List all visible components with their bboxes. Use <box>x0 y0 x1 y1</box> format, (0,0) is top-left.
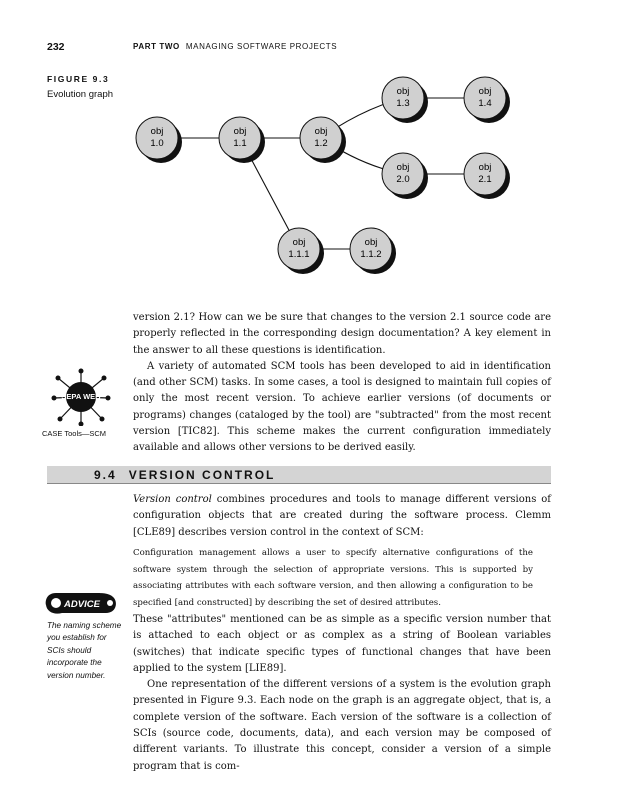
node-1-1-1-line1: obj <box>292 237 306 248</box>
evolution-graph <box>0 0 637 300</box>
figure-caption: Evolution graph <box>47 89 114 100</box>
node-1-3 <box>382 77 428 123</box>
page-number: 232 <box>47 41 65 53</box>
node-2-0 <box>382 153 428 199</box>
body-text-upper <box>133 310 551 457</box>
web-reference-caption: CASE Tools—SCM <box>42 429 107 438</box>
node-1-4 <box>464 77 510 123</box>
web-badge-text: SEPA WEB <box>61 392 101 401</box>
node-1-1 <box>219 117 265 163</box>
paragraph-identification: version 2.1? How can we be sure that changes to the version 2.1 source code are properly reflected in the corresponding design documentation? A key element in the answer to all these questions is identification. <box>133 312 551 356</box>
node-1-2-line1: obj <box>314 126 328 137</box>
sepa-web-badge <box>50 368 112 426</box>
node-1-0-line2: 1.0 <box>150 138 164 149</box>
advice-note: The naming scheme you establish for SCIs should incorporate the version number. <box>47 621 122 680</box>
body-text-lower <box>133 612 551 775</box>
node-1-1-2-line2: 1.1.2 <box>360 249 382 260</box>
paragraph-scm-tools: A variety of automated SCM tools has been developed to aid in identification (and other SCM) tasks. In some cases, a tool is designed to maintain full copies of only the most recent version. To achieve earlier versions (of documents or programs) changes (cataloged by the tool) are "subtracted" from the most recent version [TIC82]. This scheme makes the current configuration immediately available and allows other versions to be derived easily. <box>133 360 551 454</box>
node-1-3-line1: obj <box>396 86 410 97</box>
node-1-1-1 <box>278 228 324 274</box>
node-2-1-line1: obj <box>478 162 492 173</box>
part-label: PART TWO <box>133 42 180 51</box>
node-1-1-2 <box>350 228 396 274</box>
node-1-1-line1: obj <box>233 126 247 137</box>
paragraph-attributes: These "attributes" mentioned can be as simple as a specific version number that is attached to each object or as complex as a string of Boolean variables (switches) that indicate specific types of functional changes that have been applied to the system [LIE89]. <box>133 614 551 674</box>
node-1-1-line2: 1.1 <box>233 138 247 149</box>
paragraph-evolution-graph: One representation of the different versions of a system is the evolution graph presented in Figure 9.3. Each node on the graph is an aggregate object, that is, a complete version of the software. Each version of the software is a collection of SCIs (source code, documents, data), and each version may be composed of different variants. To illustrate this concept, consider a version of a simple program that is com- <box>133 679 551 772</box>
node-1-2 <box>300 117 346 163</box>
node-1-0-line1: obj <box>150 126 164 137</box>
advice-badge <box>44 590 120 618</box>
figure-label: FIGURE 9.3 <box>47 74 110 84</box>
body-text-version-control <box>133 492 551 541</box>
node-1-4-line2: 1.4 <box>478 98 492 109</box>
paragraph-version-control: combines procedures and tools to manage different versions of configuration objects that are created during the software process. Clemm [CLE89] describes version control in the context of SCM: <box>133 494 551 538</box>
term-version-control: Version control <box>133 494 212 505</box>
node-1-3-line2: 1.3 <box>396 98 410 109</box>
node-2-1 <box>464 153 510 199</box>
node-1-1-2-line1: obj <box>364 237 378 248</box>
section-heading <box>94 468 275 482</box>
node-1-4-line1: obj <box>478 86 492 97</box>
chapter-title: MANAGING SOFTWARE PROJECTS <box>185 42 338 51</box>
node-2-0-line1: obj <box>396 162 410 173</box>
node-2-0-line2: 2.0 <box>396 174 410 185</box>
node-1-0 <box>136 117 182 163</box>
advice-badge-text: ADVICE <box>64 599 100 610</box>
node-1-2-line2: 1.2 <box>314 138 328 149</box>
section-number: 9.4 <box>94 468 117 482</box>
graph-nodes <box>136 77 510 274</box>
section-title: VERSION CONTROL <box>128 468 276 482</box>
node-2-1-line2: 2.1 <box>478 174 492 185</box>
block-quote: Configuration management allows a user to specify alternative configurations of the software system through the selection of appropriate versions. This is supported by associating attributes with each software version, and then allowing a configuration to be specified [and constructed] by describing the set of desired attributes. <box>133 548 533 608</box>
node-1-1-1-line2: 1.1.1 <box>288 249 310 260</box>
